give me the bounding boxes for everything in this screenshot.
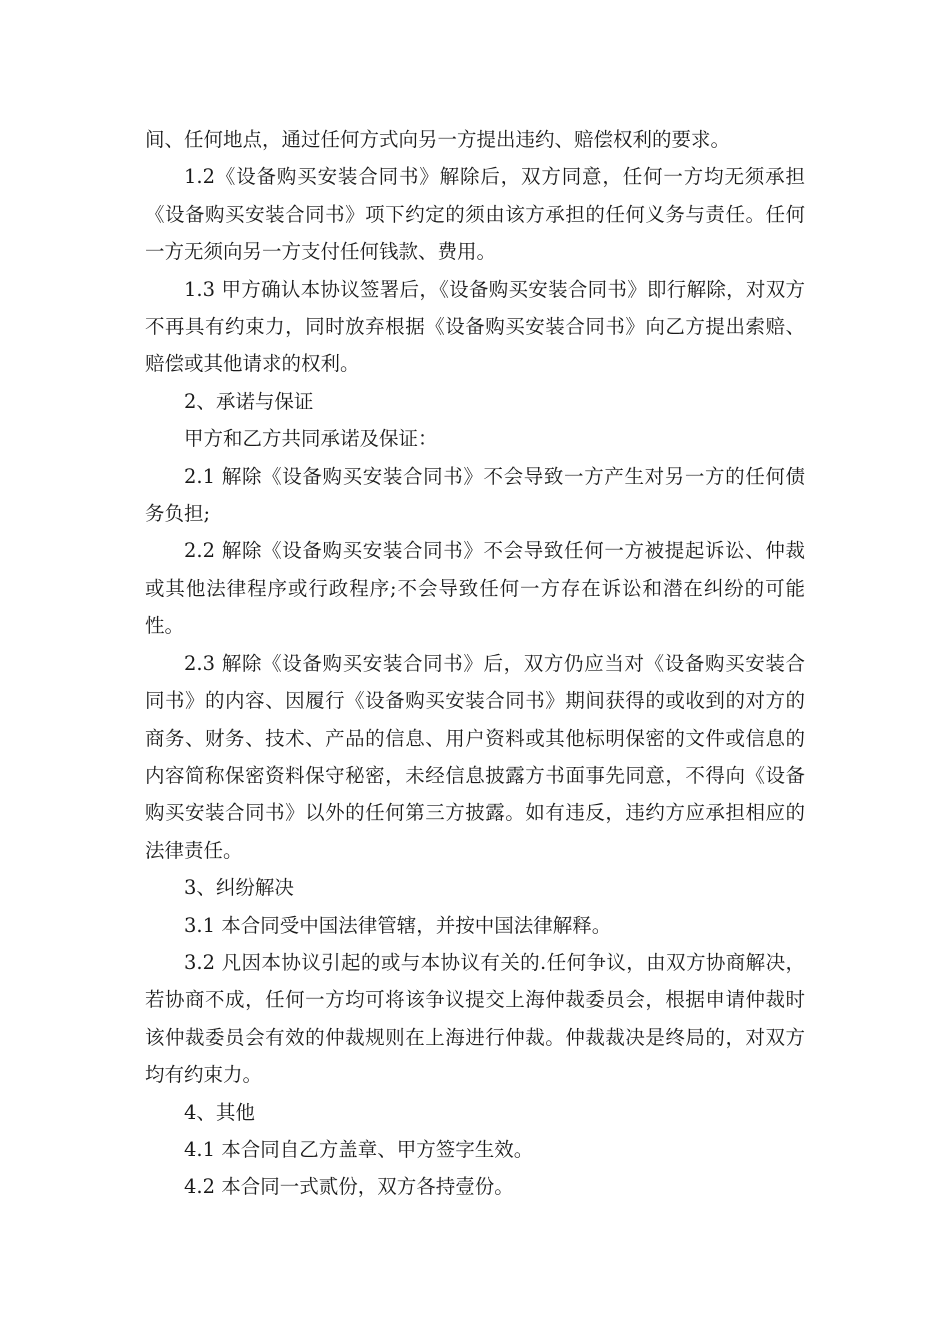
document-body [145, 121, 805, 1206]
paragraph-4-2: 4.2 本合同一式贰份，双方各持壹份。 [184, 1175, 514, 1199]
paragraph-4-1: 4.1 本合同自乙方盖章、甲方签字生效。 [184, 1137, 534, 1161]
paragraph-2-3: 2.3 解除《设备购买安装合同书》后，双方仍应当对《设备购买安装合同书》的内容、因履行《设备购买安装合同书》期间获得的或收到的对方的商务、财务、技术、产品的信息、用户资料或其他标明保密的文件或信息的内容简称保密资料保守秘密，未经信息披露方书面事先同意，不得向《设备购买安装合同书》以外的任何第三方披露。如有违反，违约方应承担相应的法律责任。 [145, 651, 805, 862]
paragraph-3-1: 3.1 本合同受中国法律管辖，并按中国法律解释。 [184, 913, 612, 937]
section-heading-3: 3、纠纷解决 [184, 876, 294, 900]
paragraph-2-1: 2.1 解除《设备购买安装合同书》不会导致一方产生对另一方的任何债务负担; [145, 464, 805, 526]
paragraph-3-2: 3.2 凡因本协议引起的或与本协议有关的.任何争议，由双方协商解决，若协商不成，任何一方均可将该争议提交上海仲裁委员会，根据申请仲裁时该仲裁委员会有效的仲裁规则在上海进行仲裁。仲裁裁决是终局的，对双方均有约束力。 [145, 950, 805, 1087]
paragraph-1-2: 1.2《设备购买安装合同书》解除后，双方同意，任何一方均无须承担《设备购买安装合同书》项下约定的须由该方承担的任何义务与责任。任何一方无须向另一方支付任何钱款、费用。 [145, 165, 805, 264]
paragraph-1-3: 1.3 甲方确认本协议签署后，《设备购买安装合同书》即行解除，对双方不再具有约束力，同时放弃根据《设备购买安装合同书》向乙方提出索赔、赔偿或其他请求的权利。 [145, 277, 805, 376]
section-heading-4: 4、其他 [184, 1100, 255, 1124]
paragraph-2-2: 2.2 解除《设备购买安装合同书》不会导致任何一方被提起诉讼、仲裁或其他法律程序或行政程序;不会导致任何一方存在诉讼和潜在纠纷的可能性。 [145, 539, 805, 638]
section-heading-2: 2、承诺与保证 [184, 389, 314, 413]
paragraph-2-intro: 甲方和乙方共同承诺及保证： [184, 427, 438, 451]
paragraph-continuation: 间、任何地点，通过任何方式向另一方提出违约、赔偿权利的要求。 [145, 128, 731, 151]
